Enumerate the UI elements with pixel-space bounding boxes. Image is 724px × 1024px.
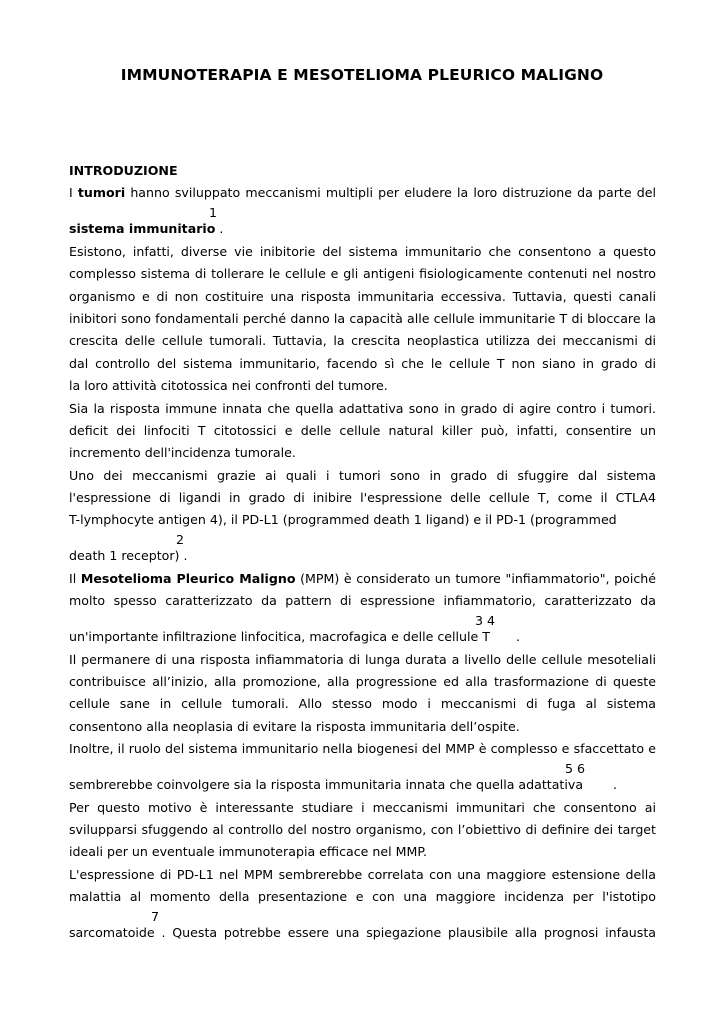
bold-term-sistema-immunitario: sistema immunitario xyxy=(69,221,216,237)
text-run: death 1 receptor) xyxy=(69,548,180,564)
reference-7: 7 xyxy=(151,908,160,924)
paragraph-7-line-2 xyxy=(69,761,656,797)
paragraph-2-line: la loro attività citotossica nei confronti del tumore. xyxy=(69,378,388,394)
paragraph-8-line: ideali per un eventuale immunoterapia efficace nel MMP. xyxy=(69,844,428,860)
text-run: Il xyxy=(69,570,81,586)
text-run: sarcomatoide xyxy=(69,925,155,941)
bold-term-tumori: tumori xyxy=(77,185,126,201)
paragraph-9-line: malattia al momento della presentazione e con una maggiore incidenza per l'istotipo xyxy=(69,889,656,905)
paragraph-3-line: deficit dei linfociti T citotossici e delle cellule natural killer può, infatti, consentire un xyxy=(69,422,656,438)
text-run: hanno sviluppato meccanismi multipli per eludere la loro distruzione da parte del xyxy=(125,185,656,201)
paragraph-2-line: organismo e di non costituire una risposta immunitaria eccessiva. Tuttavia, questi canali xyxy=(69,288,656,304)
text-run: (MPM) è considerato un tumore "infiammatorio", poiché xyxy=(300,570,656,586)
paragraph-4-line-last xyxy=(69,532,656,568)
text-run: . xyxy=(179,548,188,564)
bold-term-mpm: Mesotelioma Pleurico Maligno xyxy=(80,570,296,586)
paragraph-2-line: inibitori sono fondamentali perché danno la capacità alle cellule immunitarie T di bloccare la xyxy=(69,310,656,326)
paragraph-2-line: Esistono, infatti, diverse vie inibitorie del sistema immunitario che consentono a questo xyxy=(69,243,656,259)
paragraph-1-line-1 xyxy=(69,182,656,204)
reference-2: 2 xyxy=(176,531,185,547)
paragraph-9-line-last xyxy=(69,909,656,945)
paragraph-3-line: Sia la risposta immune innata che quella adattativa sono in grado di agire contro i tumori. xyxy=(69,400,656,416)
text-run: . xyxy=(609,777,618,793)
text-run xyxy=(69,218,656,240)
text-run: un'importante infiltrazione linfocitica, macrofagica e delle cellule T xyxy=(69,629,490,645)
paragraph-4-line: Uno dei meccanismi grazie ai quali i tumori sono in grado di sfuggire dal sistema xyxy=(69,467,656,483)
section-heading: INTRODUZIONE xyxy=(69,163,178,178)
paragraph-6-line: consentono alla neoplasia di evitare la risposta immunitaria dell’ospite. xyxy=(69,718,520,734)
text-run: . Questa potrebbe essere una spiegazione plausibile alla prognosi infausta xyxy=(154,925,656,941)
paragraph-4-line: l'espressione di ligandi in grado di inibire l'espressione delle cellule T, come il CTLA4 xyxy=(69,490,656,506)
paragraph-3-line: incremento dell'incidenza tumorale. xyxy=(69,445,296,461)
paragraph-5-line-3 xyxy=(69,613,656,649)
paragraph-9-line: L'espressione di PD-L1 nel MPM sembrerebbe correlata con una maggiore estensione della xyxy=(69,866,656,882)
paragraph-4-line: T-lymphocyte antigen 4), il PD-L1 (programmed death 1 ligand) e il PD-1 (programmed xyxy=(69,512,617,528)
text-run xyxy=(69,545,656,567)
text-run: sembrerebbe coinvolgere sia la risposta immunitaria innata che quella adattativa xyxy=(69,777,584,793)
paragraph-2-line: complesso sistema di tollerare le cellule e gli antigeni fisiologicamente contenuti nel nostro xyxy=(69,266,656,282)
text-run: . xyxy=(511,629,520,645)
text-run xyxy=(69,774,656,796)
paragraph-8-line: svilupparsi sfuggendo al controllo del nostro organismo, con l’obiettivo di definire dei target xyxy=(69,821,656,837)
reference-5-6: 5 6 xyxy=(565,760,586,776)
paragraph-2-line: dal controllo del sistema immunitario, facendo sì che le cellule T non siano in grado di xyxy=(69,355,656,371)
paragraph-6-line: cellule sane in cellule tumorali. Allo stesso modo i meccanismi di fuga al sistema xyxy=(69,696,656,712)
reference-1: 1 xyxy=(209,204,218,220)
paragraph-5-line-1 xyxy=(69,568,656,590)
text-run: I xyxy=(69,185,78,201)
paragraph-6-line: Il permanere di una risposta infiammatoria di lunga durata a livello delle cellule mesoteliali xyxy=(69,651,656,667)
paragraph-8-line: Per questo motivo è interessante studiare i meccanismi immunitari che consentono ai xyxy=(69,799,656,815)
text-run: . xyxy=(215,221,224,237)
paragraph-7-line-1: Inoltre, il ruolo del sistema immunitario nella biogenesi del MMP è complesso e sfaccettato e xyxy=(69,741,656,757)
text-run xyxy=(69,626,656,648)
reference-3-4: 3 4 xyxy=(475,612,496,628)
document-title: IMMUNOTERAPIA E MESOTELIOMA PLEURICO MALIGNO xyxy=(120,66,604,84)
paragraph-6-line: contribuisce all’inizio, alla promozione, alla progressione ed alla trasformazione di queste xyxy=(69,674,656,690)
paragraph-5-line-2: molto spesso caratterizzato da pattern di espressione infiammatorio, caratterizzato da xyxy=(69,593,656,609)
text-run xyxy=(69,922,656,944)
paragraph-1-line-2 xyxy=(69,205,656,241)
paragraph-2-line: crescita delle cellule tumorali. Tuttavia, la crescita neoplastica utilizza dei meccanismi di xyxy=(69,333,656,349)
document-body xyxy=(69,160,656,945)
